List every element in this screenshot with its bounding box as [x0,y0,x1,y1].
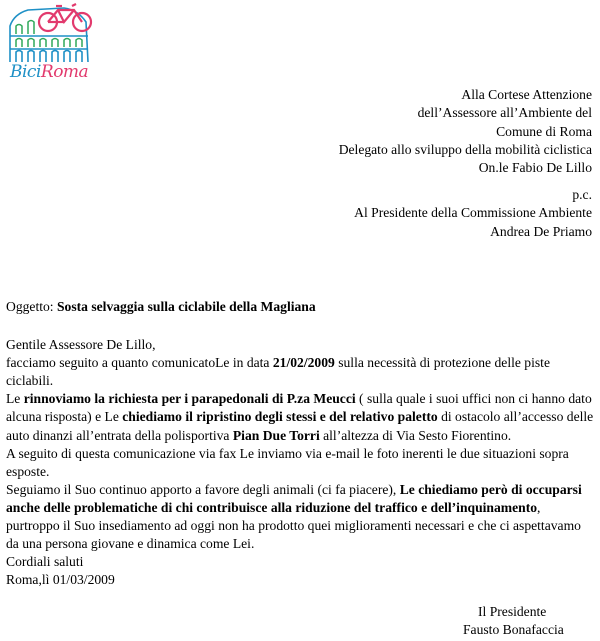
signature-name: Fausto Bonafaccia [463,622,564,638]
bold-run: rinnoviamo la richiesta per i parapedonali di P.za Meucci [23,391,356,407]
signature-title: Il Presidente [478,604,547,619]
cc-line: Andrea De Priamo [490,223,592,239]
biciroma-logo [4,2,100,94]
paragraph-4 [6,481,594,553]
text-run: di ostacolo all’accesso delle auto dinanzi all’entrata della polisportiva [6,409,594,443]
subject-text: Sosta selvaggia sulla ciclabile della Magliana [56,299,316,314]
place-date: Roma,lì 01/03/2009 [6,572,115,588]
bold-run: Pian Due Torri [232,427,320,443]
logo-wordmark [10,62,100,82]
recipient-block [339,86,592,177]
bold-run: chiediamo il ripristino degli stessi e del relativo paletto [122,409,438,425]
colosseum-bicycle-icon [4,2,100,64]
logo-text-roma: Roma [40,62,89,82]
text-run: sulla necessità di protezione delle piste ciclabili. [6,355,550,389]
closing: Cordiali saluti [6,554,84,570]
text-run: Seguiamo il Suo continuo apporto a favore degli animali (ci fa piacere), [6,481,400,497]
text-run: facciamo seguito a quanto comunicatoLe in data [6,355,273,371]
text-run: Le [6,391,24,407]
cc-line: p.c. [572,187,592,202]
greeting: Gentile Assessore De Lillo, [6,337,156,353]
signature-block [463,603,564,640]
recipient-line: Delegato allo sviluppo della mobilità ciclistica [338,141,592,157]
paragraph-2 [6,390,594,444]
text-run: all’altezza di Via Sesto Fiorentino. [319,427,512,443]
paragraph-1 [6,354,594,390]
recipient-line: On.le Fabio De Lillo [478,160,592,176]
cc-block [354,186,592,241]
logo-text-bici: Bici [10,62,41,82]
subject-label: Oggetto: [6,299,57,314]
letter-body [6,298,594,589]
recipient-line: Alla Cortese Attenzione [461,87,592,102]
text-run: ( sulla quale i suoi uffici non ci hanno dato alcuna risposta) e Le [6,391,592,425]
date-bold: 21/02/2009 [272,355,335,371]
text-run: , purtroppo il Suo insediamento ad oggi non ha prodotto quei miglioramenti necessari e che ci aspettavamo da una persona giovane e dinamica come Lei. [6,499,581,552]
paragraph-3: A seguito di questa comunicazione via fax Le inviamo via e-mail le foto inerenti le due situazioni sopra esposte. [6,445,569,479]
recipient-line: Comune di Roma [496,123,592,139]
subject-line [6,298,594,316]
cc-line: Al Presidente della Commissione Ambiente [354,205,592,221]
recipient-line: dell’Assessore all’Ambiente del [417,105,592,121]
bold-run: Le chiediamo però di occuparsi anche delle problematiche di chi contribuisce alla riduzione del traffico e dell’inquinamento [6,481,582,515]
